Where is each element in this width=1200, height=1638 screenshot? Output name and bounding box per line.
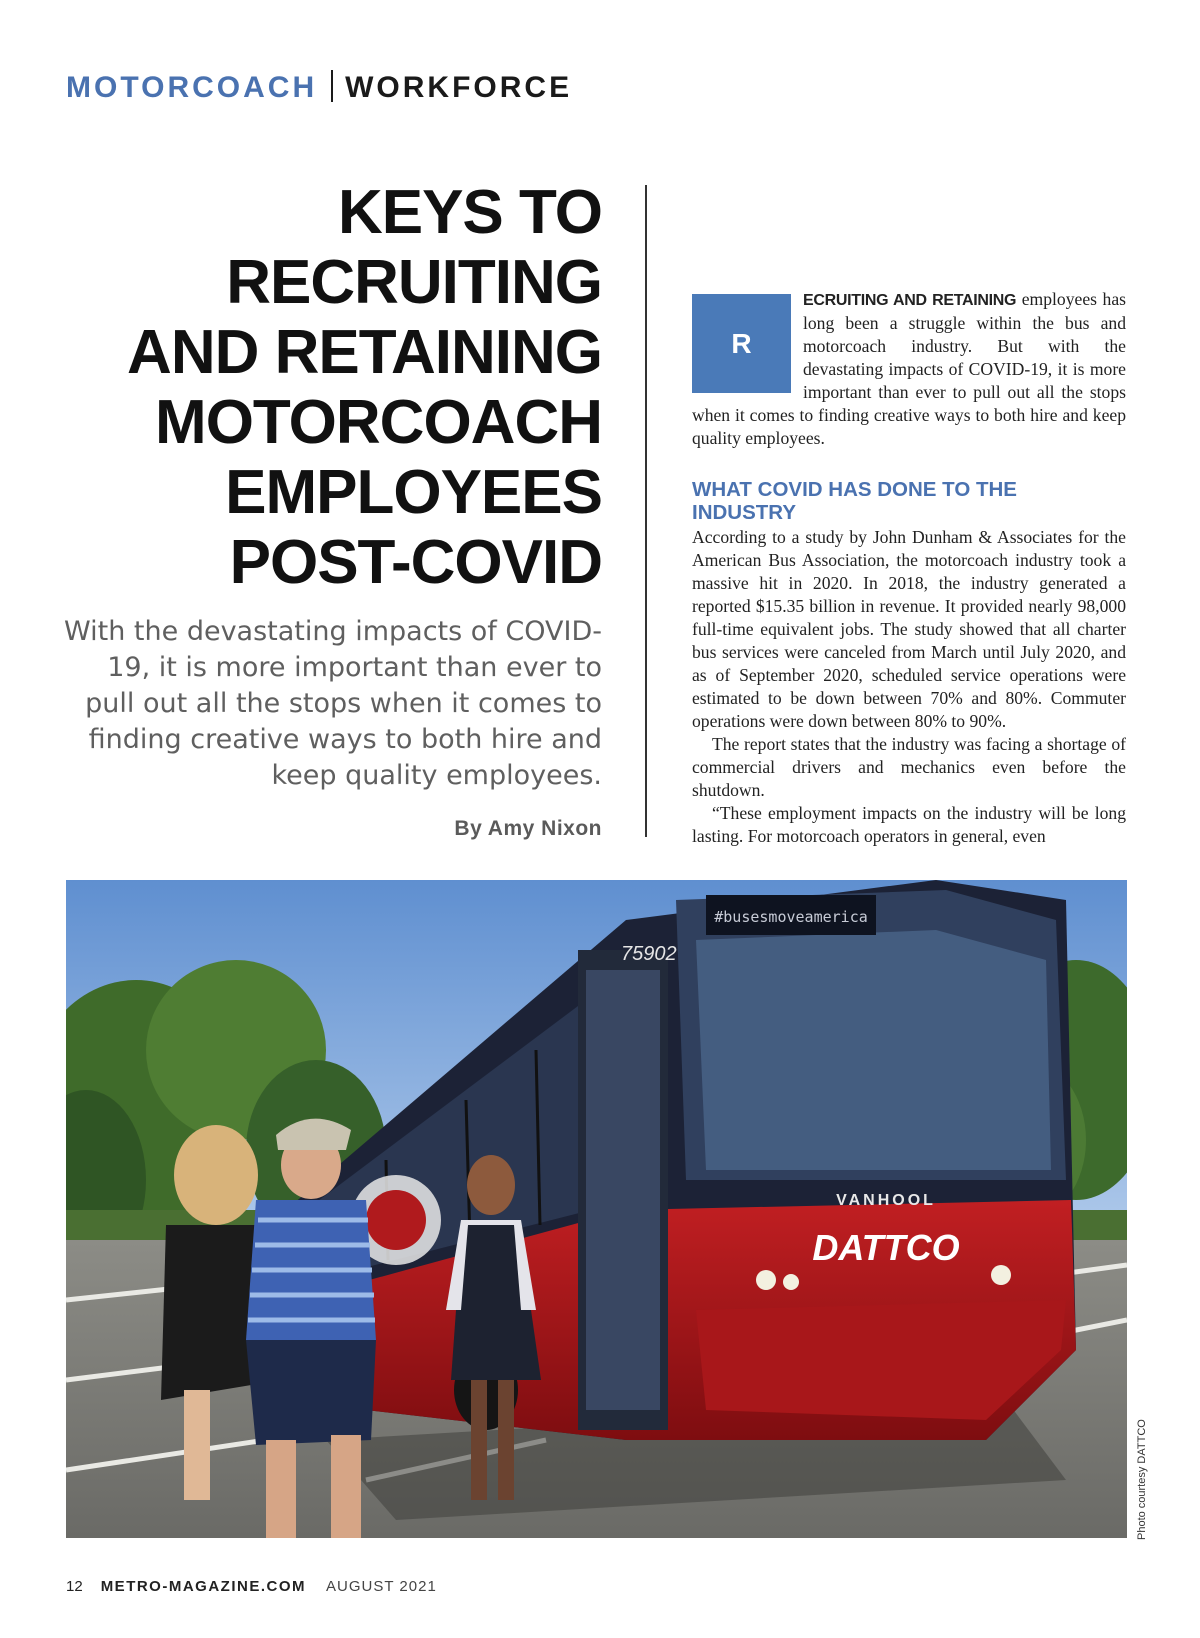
bus-number: 75902 — [621, 943, 677, 965]
destination-sign: #busesmoveamerica — [714, 908, 868, 926]
topic-label: WORKFORCE — [345, 71, 573, 104]
body-paragraph: According to a study by John Dunham & Associates for the American Bus Association, the motorcoach industry took a massive hit in 2020. In 2018, the industry generated a reported $15.35 billion in revenue. It provided nearly 98,000 full-time equivalent jobs. The study showed that all charter bus services were canceled from March until July 2020, and as of September 2020, scheduled service operations were estimated to be down between 70% and 80%. Commuter operations were down between 80% to 90%. — [692, 527, 1126, 731]
magazine-site: METRO-MAGAZINE.COM — [100, 1578, 307, 1595]
drop-cap: R — [692, 294, 791, 393]
body-paragraph: The report states that the industry was facing a shortage of commercial drivers and mechanics even before the shutdown. — [692, 734, 1126, 800]
headline-line: RECRUITING — [226, 248, 602, 317]
page-number: 12 — [66, 1578, 83, 1595]
headline-line: MOTORCOACH — [155, 388, 602, 457]
body-paragraph: “These employment impacts on the industry will be long lasting. For motorcoach operators in general, even — [692, 803, 1126, 846]
lead-text: employees has long been a struggle within the bus and motorcoach industry. But with the devastating impacts of COVID-19, it is more important than ever to pull out all the stops when it comes to finding creative ways to both hire and keep quality employees. — [692, 289, 1126, 448]
subhead: WHAT COVID HAS DONE TO THE INDUSTRY — [692, 478, 1017, 524]
byline: By Amy Nixon — [454, 817, 602, 840]
headline-line: KEYS TO — [337, 178, 602, 247]
page-footer — [66, 1578, 437, 1595]
column-divider — [645, 185, 647, 837]
headline-line: EMPLOYEES — [225, 458, 602, 527]
article-headline — [60, 178, 602, 598]
bus-brand: DATTCO — [812, 1227, 960, 1268]
bus-photo — [66, 880, 1127, 1538]
photo-credit: Photo courtesy DATTCO — [1136, 1419, 1148, 1540]
lead-caps: ECRUITING AND RETAINING — [803, 292, 1017, 309]
section-label: MOTORCOACH — [66, 71, 318, 104]
article-body — [692, 288, 1126, 848]
headline-line: AND RETAINING — [127, 318, 602, 387]
headline-line: POST-COVID — [229, 528, 602, 597]
bus-maker: VANHOOL — [836, 1192, 936, 1209]
section-header — [66, 70, 572, 105]
article-deck: With the devastating impacts of COVID-19, it is more important than ever to pull out all the stops when it comes to finding creative ways to both hire and keep quality employees. — [64, 616, 602, 791]
bus-photo-illustration — [66, 880, 1127, 1538]
issue-date: AUGUST 2021 — [326, 1578, 437, 1595]
header-divider — [331, 70, 333, 102]
